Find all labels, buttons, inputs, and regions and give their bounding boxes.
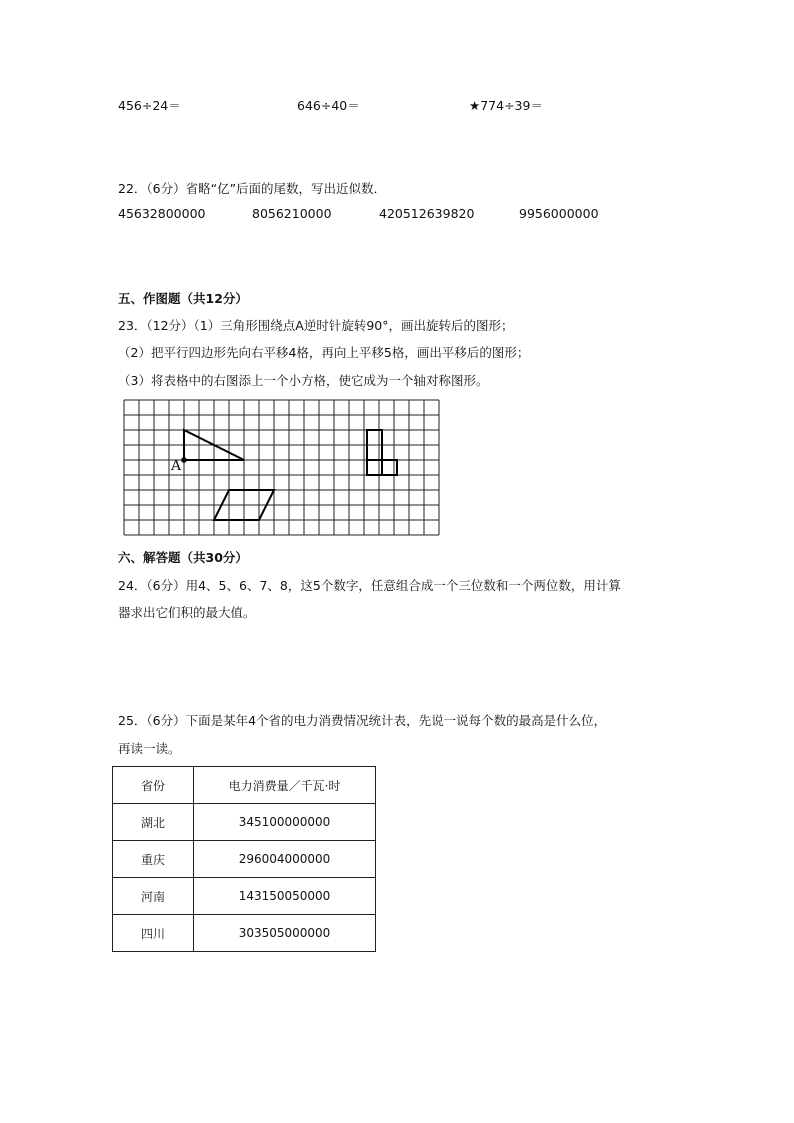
table-header-row xyxy=(113,767,376,804)
province-cell: 河南 xyxy=(113,878,194,915)
consumption-cell: 303505000000 xyxy=(194,915,376,952)
expr-2: 646÷40＝ xyxy=(297,98,360,113)
q24-line-2: 器求出它们积的最大值。 xyxy=(118,605,256,620)
q25-line-1: 25．（6分）下面是某年4个省的电力消费情况统计表，先说一说每个数的最高是什么位， xyxy=(118,713,607,728)
q22-num-1: 45632800000 xyxy=(118,206,206,221)
expr-1: 456÷24＝ xyxy=(118,98,181,113)
consumption-cell: 296004000000 xyxy=(194,841,376,878)
q23-line-3: （3）将表格中的右图添上一个小方格，使它成为一个轴对称图形。 xyxy=(118,373,489,388)
point-a xyxy=(181,457,187,463)
point-a-label: A xyxy=(171,458,182,474)
q22-num-3: 420512639820 xyxy=(379,206,475,221)
q23-line-2: （2）把平行四边形先向右平移4格，再向上平移5格，画出平移后的图形； xyxy=(118,345,530,360)
consumption-cell: 345100000000 xyxy=(194,804,376,841)
province-cell: 湖北 xyxy=(113,804,194,841)
table-row xyxy=(113,841,376,878)
header-province: 省份 xyxy=(113,767,194,804)
q25-line-2: 再读一读。 xyxy=(118,741,181,756)
table-row xyxy=(113,878,376,915)
q24-line-1: 24．（6分）用4、5、6、7、8，这5个数字，任意组合成一个三位数和一个两位数，用计算 xyxy=(118,578,621,593)
province-cell: 重庆 xyxy=(113,841,194,878)
section5-title: 五、作图题（共12分） xyxy=(118,291,248,306)
q23-line-1: 23．（12分）（1）三角形围绕点A逆时针旋转90°，画出旋转后的图形； xyxy=(118,318,514,333)
table-row xyxy=(113,804,376,841)
table-row xyxy=(113,915,376,952)
header-consumption: 电力消费量／千瓦·时 xyxy=(194,767,376,804)
q22-num-2: 8056210000 xyxy=(252,206,332,221)
province-cell: 四川 xyxy=(113,915,194,952)
section6-title: 六、解答题（共30分） xyxy=(118,550,248,565)
consumption-cell: 143150050000 xyxy=(194,878,376,915)
q22-title: 22．（6分）省略“亿”后面的尾数，写出近似数． xyxy=(118,181,387,196)
electricity-table xyxy=(112,766,376,952)
expr-3: ★774÷39＝ xyxy=(469,98,543,113)
drawing-grid xyxy=(120,398,446,536)
q22-num-4: 9956000000 xyxy=(519,206,599,221)
